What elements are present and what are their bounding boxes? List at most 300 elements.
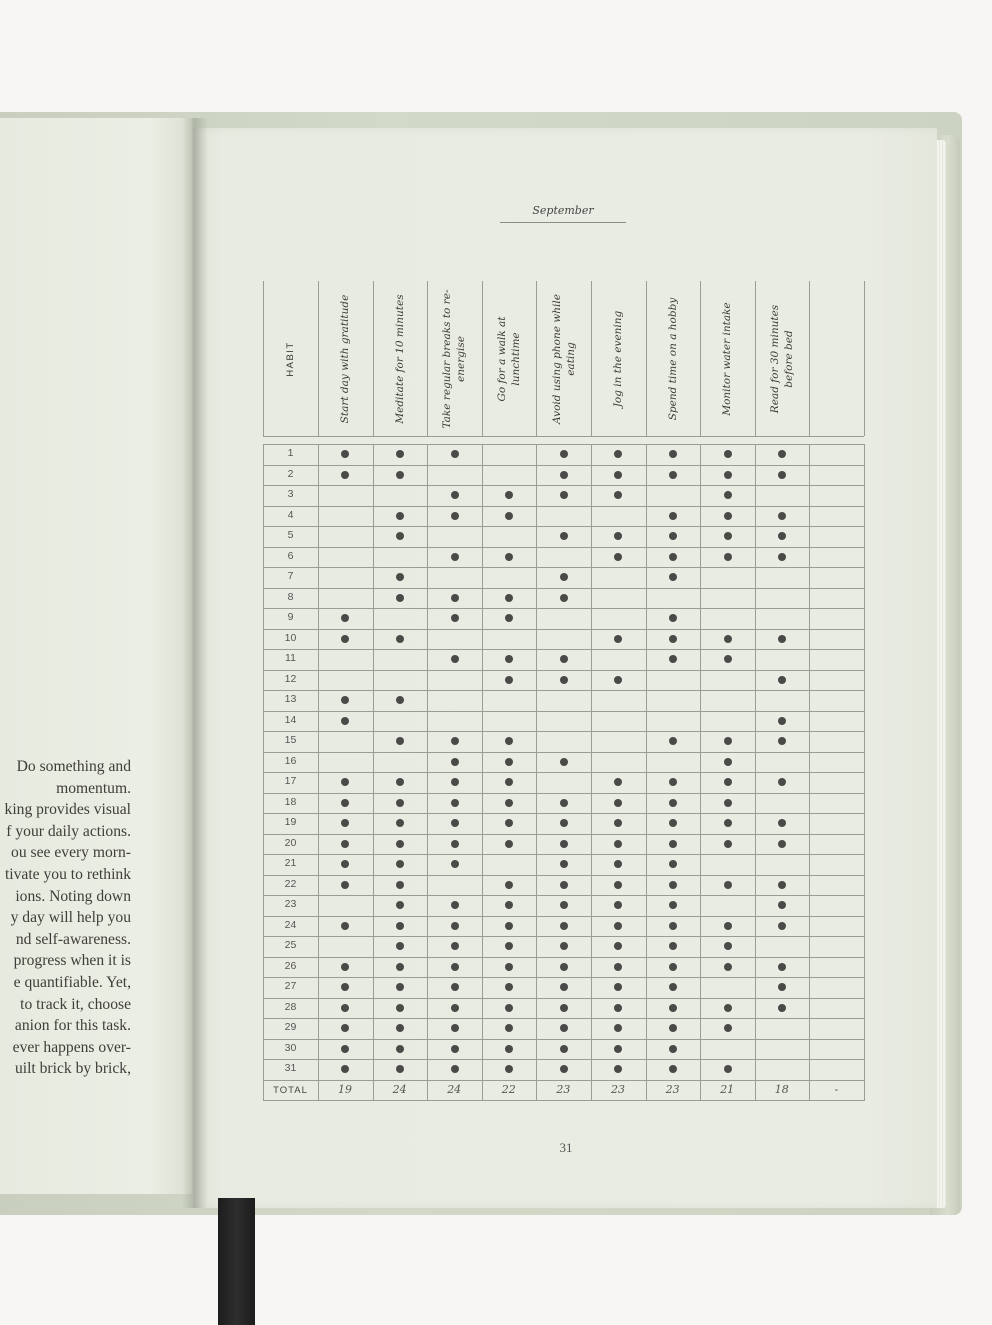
row-divider bbox=[263, 547, 865, 548]
header-column-divider bbox=[755, 281, 756, 436]
left-text-line: uilt brick by brick, bbox=[14, 1060, 131, 1078]
habit-check-dot bbox=[669, 471, 677, 479]
habit-check-dot bbox=[505, 553, 513, 561]
day-number: 26 bbox=[284, 959, 297, 972]
day-number: 16 bbox=[284, 754, 297, 767]
habit-check-dot bbox=[396, 819, 404, 827]
habit-check-dot bbox=[724, 778, 732, 786]
habit-check-dot bbox=[560, 471, 568, 479]
habit-check-dot bbox=[341, 983, 349, 991]
left-text-line: momentum. bbox=[56, 779, 131, 797]
row-divider bbox=[263, 772, 865, 773]
habit-check-dot bbox=[505, 758, 513, 766]
row-divider bbox=[263, 793, 865, 794]
habit-check-dot bbox=[724, 655, 732, 663]
habit-check-dot bbox=[560, 942, 568, 950]
row-divider bbox=[263, 752, 865, 753]
ribbon-bookmark bbox=[218, 1198, 255, 1325]
habit-check-dot bbox=[341, 450, 349, 458]
left-page-text bbox=[0, 756, 131, 1080]
habit-check-dot bbox=[614, 983, 622, 991]
habit-check-dot bbox=[341, 860, 349, 868]
habit-check-dot bbox=[505, 1065, 513, 1073]
habit-check-dot bbox=[724, 553, 732, 561]
habit-check-dot bbox=[614, 532, 622, 540]
habit-check-dot bbox=[669, 819, 677, 827]
habit-check-dot bbox=[778, 717, 786, 725]
habit-check-dot bbox=[560, 594, 568, 602]
row-divider bbox=[263, 711, 865, 712]
habit-check-dot bbox=[614, 450, 622, 458]
left-text-line: tivate you to rethink bbox=[4, 865, 131, 883]
habit-check-dot bbox=[614, 635, 622, 643]
day-number: 9 bbox=[287, 611, 294, 623]
habit-name: Meditate for 10 minutes bbox=[393, 293, 406, 424]
habit-check-dot bbox=[614, 901, 622, 909]
day-number: 17 bbox=[284, 775, 297, 787]
habit-check-dot bbox=[778, 512, 786, 520]
habit-check-dot bbox=[396, 696, 404, 704]
habit-check-dot bbox=[396, 983, 404, 991]
habit-check-dot bbox=[778, 778, 786, 786]
habit-check-dot bbox=[669, 963, 677, 971]
row-divider bbox=[263, 526, 865, 527]
day-number: 25 bbox=[284, 939, 297, 951]
habit-check-dot bbox=[724, 491, 732, 499]
habit-check-dot bbox=[505, 1024, 513, 1032]
page-number: 31 bbox=[559, 1140, 573, 1155]
day-number: 14 bbox=[284, 713, 297, 726]
habit-total: 22 bbox=[501, 1082, 516, 1096]
habit-check-dot bbox=[451, 1065, 459, 1073]
habit-check-dot bbox=[451, 553, 459, 561]
habit-check-dot bbox=[614, 471, 622, 479]
day-number: 21 bbox=[284, 857, 297, 869]
habit-check-dot bbox=[560, 655, 568, 663]
habit-total: 23 bbox=[556, 1082, 571, 1096]
habit-check-dot bbox=[451, 983, 459, 991]
header-column-divider bbox=[591, 281, 592, 436]
habit-total: 24 bbox=[447, 1082, 462, 1096]
left-text-line: king provides visual bbox=[4, 801, 131, 819]
habit-check-dot bbox=[778, 901, 786, 909]
header-column-divider bbox=[700, 281, 701, 436]
row-divider bbox=[263, 916, 865, 917]
row-divider bbox=[263, 895, 865, 896]
habit-header-label: HABIT bbox=[284, 340, 296, 377]
habit-check-dot bbox=[451, 1045, 459, 1053]
habit-check-dot bbox=[451, 1024, 459, 1032]
habit-check-dot bbox=[778, 922, 786, 930]
day-number: 6 bbox=[287, 549, 294, 562]
habit-check-dot bbox=[341, 717, 349, 725]
habit-check-dot bbox=[669, 881, 677, 889]
left-text-line: e quantifiable. Yet, bbox=[13, 973, 131, 991]
habit-check-dot bbox=[396, 840, 404, 848]
day-number: 7 bbox=[287, 570, 294, 582]
habit-check-dot bbox=[341, 1024, 349, 1032]
habit-check-dot bbox=[669, 1045, 677, 1053]
habit-header-cell bbox=[591, 281, 646, 436]
habit-check-dot bbox=[505, 799, 513, 807]
habit-check-dot bbox=[669, 737, 677, 745]
day-number: 1 bbox=[287, 447, 294, 459]
habit-name: Monitor water intake bbox=[721, 301, 734, 416]
header-column-divider bbox=[318, 281, 319, 436]
habit-check-dot bbox=[396, 778, 404, 786]
habit-total: 23 bbox=[665, 1082, 680, 1096]
habit-column-header bbox=[263, 281, 318, 436]
habit-check-dot bbox=[505, 1004, 513, 1012]
habit-check-dot bbox=[560, 450, 568, 458]
habit-check-dot bbox=[724, 1024, 732, 1032]
habit-check-dot bbox=[505, 963, 513, 971]
habit-check-dot bbox=[396, 901, 404, 909]
row-divider bbox=[263, 485, 865, 486]
left-text-line: progress when it is bbox=[13, 952, 131, 970]
habit-check-dot bbox=[614, 963, 622, 971]
habit-check-dot bbox=[614, 860, 622, 868]
day-number: 28 bbox=[284, 1000, 297, 1013]
habit-check-dot bbox=[451, 840, 459, 848]
habit-check-dot bbox=[341, 840, 349, 848]
habit-check-dot bbox=[724, 799, 732, 807]
habit-name: Take regular breaks to re-energise bbox=[441, 288, 468, 429]
row-divider bbox=[263, 465, 865, 466]
habit-check-dot bbox=[724, 942, 732, 950]
habit-check-dot bbox=[341, 696, 349, 704]
row-divider bbox=[263, 998, 865, 999]
habit-check-dot bbox=[451, 614, 459, 622]
row-divider bbox=[263, 1018, 865, 1019]
habit-check-dot bbox=[341, 1004, 349, 1012]
habit-check-dot bbox=[505, 512, 513, 520]
habit-check-dot bbox=[669, 450, 677, 458]
left-text-line: ever happens over- bbox=[12, 1038, 131, 1056]
habit-total: 23 bbox=[611, 1082, 625, 1096]
row-divider bbox=[263, 588, 865, 589]
habit-check-dot bbox=[614, 840, 622, 848]
habit-check-dot bbox=[778, 983, 786, 991]
habit-check-dot bbox=[451, 942, 459, 950]
day-number: 4 bbox=[287, 508, 294, 521]
day-number: 19 bbox=[284, 816, 297, 828]
day-number: 22 bbox=[284, 877, 297, 890]
day-number: 18 bbox=[284, 795, 297, 808]
habit-check-dot bbox=[341, 799, 349, 807]
habit-check-dot bbox=[724, 881, 732, 889]
habit-check-dot bbox=[614, 819, 622, 827]
habit-check-dot bbox=[614, 553, 622, 561]
habit-check-dot bbox=[451, 922, 459, 930]
habit-check-dot bbox=[669, 778, 677, 786]
habit-check-dot bbox=[341, 1045, 349, 1053]
habit-check-dot bbox=[451, 491, 459, 499]
header-column-divider bbox=[482, 281, 483, 436]
habit-check-dot bbox=[560, 758, 568, 766]
habit-check-dot bbox=[396, 1024, 404, 1032]
book-gutter bbox=[182, 118, 208, 1208]
habit-check-dot bbox=[341, 963, 349, 971]
habit-check-dot bbox=[778, 963, 786, 971]
header-bottom-rule bbox=[263, 436, 864, 437]
habit-check-dot bbox=[505, 778, 513, 786]
habit-header-cell bbox=[482, 281, 537, 436]
day-number: 31 bbox=[284, 1062, 297, 1074]
habit-check-dot bbox=[451, 901, 459, 909]
day-number: 12 bbox=[284, 672, 297, 685]
habit-check-dot bbox=[451, 963, 459, 971]
habit-check-dot bbox=[560, 901, 568, 909]
habit-check-dot bbox=[724, 819, 732, 827]
habit-check-dot bbox=[341, 922, 349, 930]
habit-check-dot bbox=[614, 942, 622, 950]
row-divider bbox=[263, 834, 865, 835]
habit-check-dot bbox=[614, 1004, 622, 1012]
total-label: TOTAL bbox=[273, 1084, 308, 1096]
habit-check-dot bbox=[560, 860, 568, 868]
habit-check-dot bbox=[669, 635, 677, 643]
habit-check-dot bbox=[451, 737, 459, 745]
row-divider bbox=[263, 875, 865, 876]
habit-check-dot bbox=[560, 1065, 568, 1073]
habit-check-dot bbox=[560, 819, 568, 827]
habit-check-dot bbox=[396, 1065, 404, 1073]
habit-check-dot bbox=[451, 512, 459, 520]
habit-check-dot bbox=[396, 799, 404, 807]
day-number: 29 bbox=[284, 1021, 297, 1033]
habit-check-dot bbox=[396, 942, 404, 950]
habit-check-dot bbox=[396, 737, 404, 745]
habit-name: Avoid using phone while eating bbox=[550, 293, 577, 424]
habit-check-dot bbox=[778, 819, 786, 827]
habit-check-dot bbox=[778, 471, 786, 479]
habit-check-dot bbox=[614, 799, 622, 807]
habit-check-dot bbox=[724, 922, 732, 930]
row-divider bbox=[263, 977, 865, 978]
habit-check-dot bbox=[505, 881, 513, 889]
habit-check-dot bbox=[669, 1065, 677, 1073]
row-divider bbox=[263, 567, 865, 568]
habit-check-dot bbox=[778, 1004, 786, 1012]
habit-check-dot bbox=[724, 840, 732, 848]
habit-check-dot bbox=[341, 1065, 349, 1073]
header-column-divider bbox=[263, 281, 264, 436]
habit-check-dot bbox=[724, 1004, 732, 1012]
habit-check-dot bbox=[669, 614, 677, 622]
habit-check-dot bbox=[560, 491, 568, 499]
row-divider bbox=[263, 854, 865, 855]
habit-check-dot bbox=[396, 1004, 404, 1012]
row-divider bbox=[263, 670, 865, 671]
habit-check-dot bbox=[669, 860, 677, 868]
habit-check-dot bbox=[396, 512, 404, 520]
row-divider bbox=[263, 649, 865, 650]
habit-check-dot bbox=[778, 881, 786, 889]
left-text-line: ions. Noting down bbox=[15, 887, 131, 905]
row-divider bbox=[263, 1080, 865, 1081]
row-divider bbox=[263, 690, 865, 691]
left-text-line: Do something and bbox=[16, 758, 131, 775]
day-number: 24 bbox=[284, 918, 297, 931]
habit-check-dot bbox=[560, 799, 568, 807]
habit-check-dot bbox=[396, 881, 404, 889]
header-column-divider bbox=[427, 281, 428, 436]
habit-total: 19 bbox=[338, 1082, 352, 1096]
row-divider bbox=[263, 731, 865, 732]
habit-check-dot bbox=[341, 635, 349, 643]
day-number: 3 bbox=[287, 488, 294, 500]
habit-check-dot bbox=[396, 450, 404, 458]
habit-check-dot bbox=[669, 922, 677, 930]
habit-header-cell bbox=[373, 281, 428, 436]
habit-check-dot bbox=[505, 840, 513, 848]
habit-check-dot bbox=[505, 614, 513, 622]
habit-check-dot bbox=[724, 1065, 732, 1073]
row-divider bbox=[263, 1039, 865, 1040]
habit-name: Jog in the evening bbox=[612, 310, 625, 407]
day-number: 30 bbox=[284, 1041, 297, 1054]
habit-check-dot bbox=[451, 860, 459, 868]
habit-check-dot bbox=[724, 963, 732, 971]
habit-check-dot bbox=[505, 1045, 513, 1053]
habit-check-dot bbox=[505, 922, 513, 930]
habit-check-dot bbox=[614, 1024, 622, 1032]
habit-check-dot bbox=[505, 901, 513, 909]
habit-check-dot bbox=[614, 491, 622, 499]
habit-header-cell bbox=[318, 281, 373, 436]
row-divider bbox=[263, 1100, 865, 1101]
habit-check-dot bbox=[669, 573, 677, 581]
habit-name: Spend time on a hobby bbox=[666, 297, 679, 420]
habit-check-dot bbox=[669, 532, 677, 540]
habit-total: 24 bbox=[392, 1082, 407, 1096]
row-divider bbox=[263, 813, 865, 814]
day-number: 11 bbox=[285, 652, 296, 664]
habit-check-dot bbox=[724, 450, 732, 458]
habit-check-dot bbox=[560, 532, 568, 540]
habit-total: - bbox=[834, 1082, 839, 1096]
row-divider bbox=[263, 957, 865, 958]
row-divider bbox=[263, 629, 865, 630]
habit-name: Read for 30 minutes before bed bbox=[769, 304, 796, 413]
habit-total: 21 bbox=[720, 1082, 735, 1096]
header-column-divider bbox=[809, 281, 810, 436]
habit-check-dot bbox=[451, 1004, 459, 1012]
habit-check-dot bbox=[614, 922, 622, 930]
day-number: 23 bbox=[284, 898, 297, 910]
habit-check-dot bbox=[560, 983, 568, 991]
habit-check-dot bbox=[614, 881, 622, 889]
habit-header-cell bbox=[646, 281, 701, 436]
habit-name: Start day with gratitude bbox=[339, 294, 352, 423]
habit-check-dot bbox=[669, 553, 677, 561]
day-number: 20 bbox=[284, 836, 297, 849]
habit-check-dot bbox=[724, 758, 732, 766]
habit-check-dot bbox=[505, 594, 513, 602]
habit-check-dot bbox=[341, 614, 349, 622]
row-divider bbox=[263, 936, 865, 937]
habit-name: Go for a walk at lunchtime bbox=[496, 316, 523, 401]
left-text-line: f your daily actions. bbox=[6, 822, 131, 840]
habit-check-dot bbox=[341, 881, 349, 889]
habit-check-dot bbox=[669, 799, 677, 807]
habit-check-dot bbox=[614, 778, 622, 786]
day-number: 27 bbox=[284, 980, 297, 992]
row-divider bbox=[263, 506, 865, 507]
habit-check-dot bbox=[724, 512, 732, 520]
habit-check-dot bbox=[560, 1045, 568, 1053]
habit-check-dot bbox=[396, 573, 404, 581]
habit-header-cell bbox=[427, 281, 482, 436]
habit-check-dot bbox=[669, 512, 677, 520]
habit-tracker bbox=[263, 281, 864, 1098]
header-column-divider bbox=[864, 281, 865, 436]
header-column-divider bbox=[646, 281, 647, 436]
habit-check-dot bbox=[451, 778, 459, 786]
habit-check-dot bbox=[560, 963, 568, 971]
habit-check-dot bbox=[396, 635, 404, 643]
left-text-line: ou see every morn- bbox=[11, 844, 131, 862]
habit-check-dot bbox=[341, 819, 349, 827]
habit-check-dot bbox=[560, 1024, 568, 1032]
habit-header-cell bbox=[809, 281, 864, 436]
habit-check-dot bbox=[505, 491, 513, 499]
day-number: 8 bbox=[287, 590, 294, 603]
habit-header-cell bbox=[755, 281, 810, 436]
habit-check-dot bbox=[778, 532, 786, 540]
habit-check-dot bbox=[505, 819, 513, 827]
habit-check-dot bbox=[614, 1065, 622, 1073]
habit-check-dot bbox=[505, 983, 513, 991]
habit-check-dot bbox=[560, 840, 568, 848]
habit-check-dot bbox=[669, 1024, 677, 1032]
habit-check-dot bbox=[560, 922, 568, 930]
habit-check-dot bbox=[451, 655, 459, 663]
day-number: 15 bbox=[284, 734, 297, 746]
habit-check-dot bbox=[778, 635, 786, 643]
habit-check-dot bbox=[724, 635, 732, 643]
habit-check-dot bbox=[669, 840, 677, 848]
habit-check-dot bbox=[505, 655, 513, 663]
day-number: 5 bbox=[287, 529, 294, 541]
habit-check-dot bbox=[724, 737, 732, 745]
habit-check-dot bbox=[396, 1045, 404, 1053]
habit-check-dot bbox=[396, 532, 404, 540]
habit-check-dot bbox=[669, 983, 677, 991]
habit-header-cell bbox=[700, 281, 755, 436]
left-text-line: anion for this task. bbox=[14, 1017, 131, 1035]
habit-check-dot bbox=[451, 594, 459, 602]
habit-check-dot bbox=[669, 942, 677, 950]
left-text-line: nd self-awareness. bbox=[15, 930, 131, 948]
habit-check-dot bbox=[396, 963, 404, 971]
row-divider bbox=[263, 608, 865, 609]
day-number: 10 bbox=[284, 631, 297, 644]
row-divider bbox=[263, 444, 865, 445]
habit-check-dot bbox=[451, 819, 459, 827]
habit-check-dot bbox=[396, 594, 404, 602]
habit-check-dot bbox=[669, 1004, 677, 1012]
habit-check-dot bbox=[505, 737, 513, 745]
habit-check-dot bbox=[396, 860, 404, 868]
habit-check-dot bbox=[451, 758, 459, 766]
left-text-line: y day will help you bbox=[10, 909, 131, 927]
habit-check-dot bbox=[341, 778, 349, 786]
habit-check-dot bbox=[560, 676, 568, 684]
month-title: September bbox=[500, 204, 626, 223]
habit-check-dot bbox=[614, 676, 622, 684]
